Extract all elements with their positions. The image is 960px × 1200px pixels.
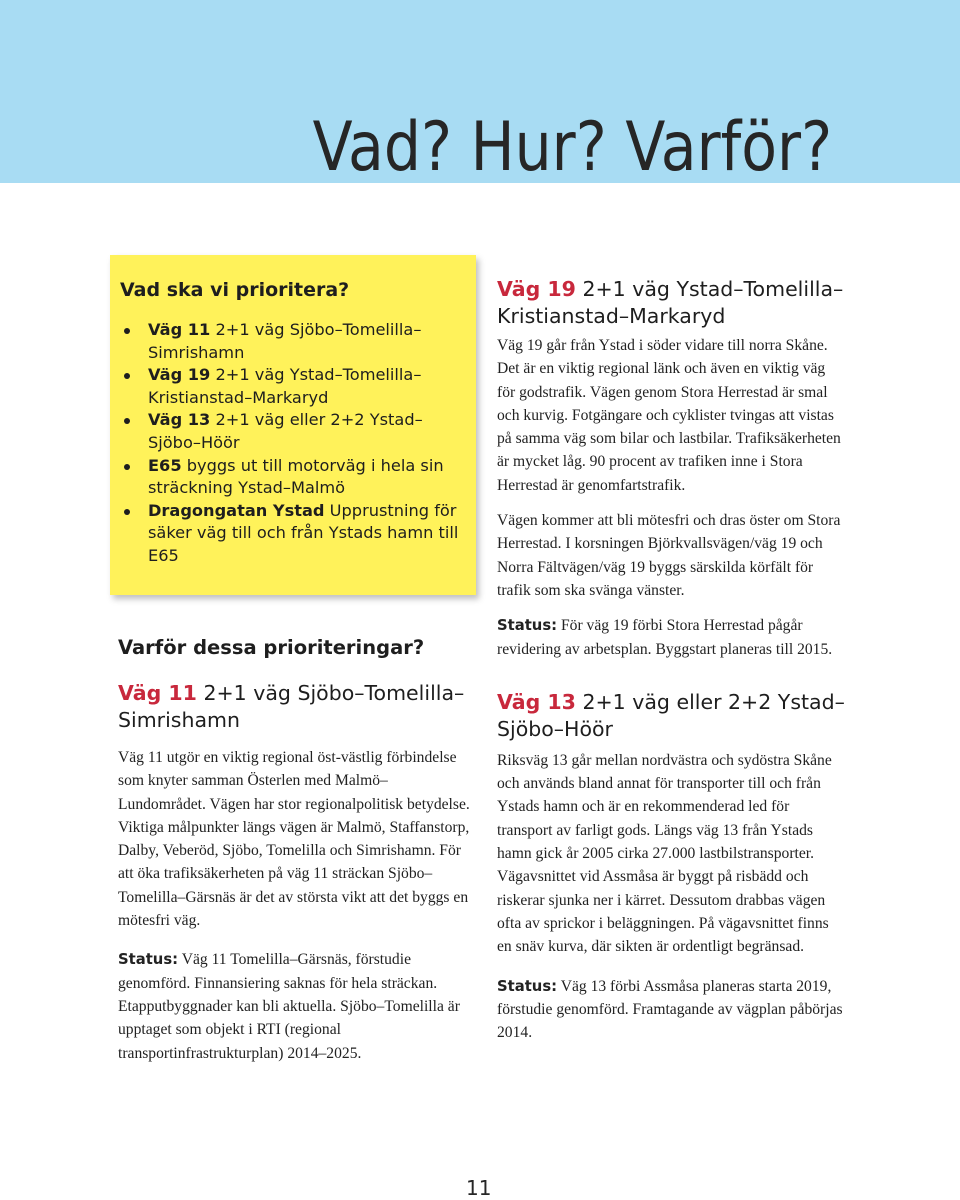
vag19-status [497,614,847,661]
vag13-heading [497,689,847,743]
status-text: Väg 11 Tomelilla–Gärsnäs, förstudie genomförd. Finnansiering saknas för hela sträckan. Etapputbyggnader kan bli aktuella. Sjöbo–Tomelilla är upptaget som objekt i RTI (regional transportinfrastrukturplan) 2014–2025. [118,951,460,1062]
road-description: byggs ut till motorväg i hela sin sträckning Ystad–Malmö [148,455,444,498]
road-description: 2+1 väg Sjöbo–Tomelilla–Simrishamn [148,320,422,362]
spacer [497,497,847,509]
road-name: Väg 19 [148,365,211,385]
priority-heading: Vad ska vi prioritera? [120,279,350,301]
road-number: Väg 11 [118,681,197,705]
road-name: E65 [148,455,182,475]
list-item [120,409,470,454]
vag11-heading [118,680,470,734]
list-item [120,455,470,500]
vag13-status [497,975,847,1045]
why-heading: Varför dessa prioriteringar? [118,636,425,659]
status-text: Väg 13 förbi Assmåsa planeras starta 2019, förstudie genomförd. Framtagande av vägplan påbörjas 2014. [497,977,843,1042]
list-item [120,319,470,364]
left-column [118,636,470,1065]
status-label: Status: [497,977,558,995]
status-label: Status: [118,951,179,969]
status-text: För väg 19 förbi Stora Herrestad pågår revidering av arbetsplan. Byggstart planeras till 2015. [497,617,833,658]
road-name: Dragongatan Ystad [148,500,325,520]
road-name: Väg 11 [148,320,211,339]
spacer [497,959,847,975]
vag19-body-2: Vägen kommer att bli mötesfri och dras öster om Stora Herrestad. I korsningen Björkvallsvägen/väg 19 och Norra Fältvägen/väg 19 byggs särskilda körfält för trafik som ska svänga vänster. [497,512,841,599]
priority-box [110,255,476,595]
road-description: 2+1 väg eller 2+2 Ystad–Sjöbo–Höör [148,410,423,452]
vag11-status [118,948,470,1064]
vag19-heading [497,276,847,330]
page-title: Vad? Hur? Varför? [312,108,832,187]
right-column [497,276,847,1044]
road-number: Väg 19 [497,277,576,301]
spacer [497,602,847,614]
road-description: 2+1 väg Ystad–Tomelilla–Kristianstad–Markaryd [148,365,422,407]
road-title: 2+1 väg eller 2+2 Ystad–Sjöbo–Höör [497,689,845,741]
vag13-body: Riksväg 13 går mellan nordvästra och sydöstra Skåne och används bland annat för transporter till och från Ystads hamn och är en rekommenderad led för transport av farligt gods. Längs väg 13 från Ystads hamn gick år 2005 cirka 27.000 lastbilstransporter. Vägavsnittet vid Assmåsa är byggt på risbädd och riskerar sjunka ner i kärret. Dessutom drabbas vägen ofta av sprickor i beläggningen. På vägavsnittet finns en snäv kurva, där sikten är ordentligt begränsad. [497,751,832,956]
spacer [497,661,847,689]
list-item [120,364,470,409]
priority-list [120,319,470,568]
road-number: Väg 13 [497,689,576,714]
spacer [118,734,470,746]
road-title: 2+1 väg Ystad–Tomelilla–Kristianstad–Markaryd [497,277,844,328]
status-label: Status: [497,617,558,635]
vag11-body: Väg 11 utgör en viktig regional öst-västlig förbindelse som knyter samman Österlen med Malmö–Lundområdet. Vägen har stor regionalpolitisk betydelse. Viktiga målpunkter längs vägen är Malmö, Staffanstorp, Dalby, Veberöd, Sjöbo, Tomelilla och Simrishamn. För att öka trafiksäkerheten på väg 11 sträckan Sjöbo–Tomelilla–Gärsnäs är det av största vikt att det byggs en mötesfri väg. [118,749,470,930]
vag19-body-1: Väg 19 går från Ystad i söder vidare till norra Skåne. Det är en viktig regional länk och även en viktig väg för godstrafik. Vägen genom Stora Herrestad är smal och kurvig. Fotgängare och cyklister tvingas att vistas på samma väg som bilar och lastbilar. Trafiksäkerheten är mycket låg. 90 procent av trafiken inne i Stora Herrestad är genomfartstrafik. [497,337,841,494]
spacer [118,932,470,948]
list-item [120,500,470,568]
road-description: Upprustning för säker väg till och från Ystads hamn till E65 [148,500,459,565]
road-name: Väg 13 [148,410,211,430]
page-number: 11 [466,1176,492,1200]
road-title: 2+1 väg Sjöbo–Tomelilla–Simrishamn [118,681,465,732]
